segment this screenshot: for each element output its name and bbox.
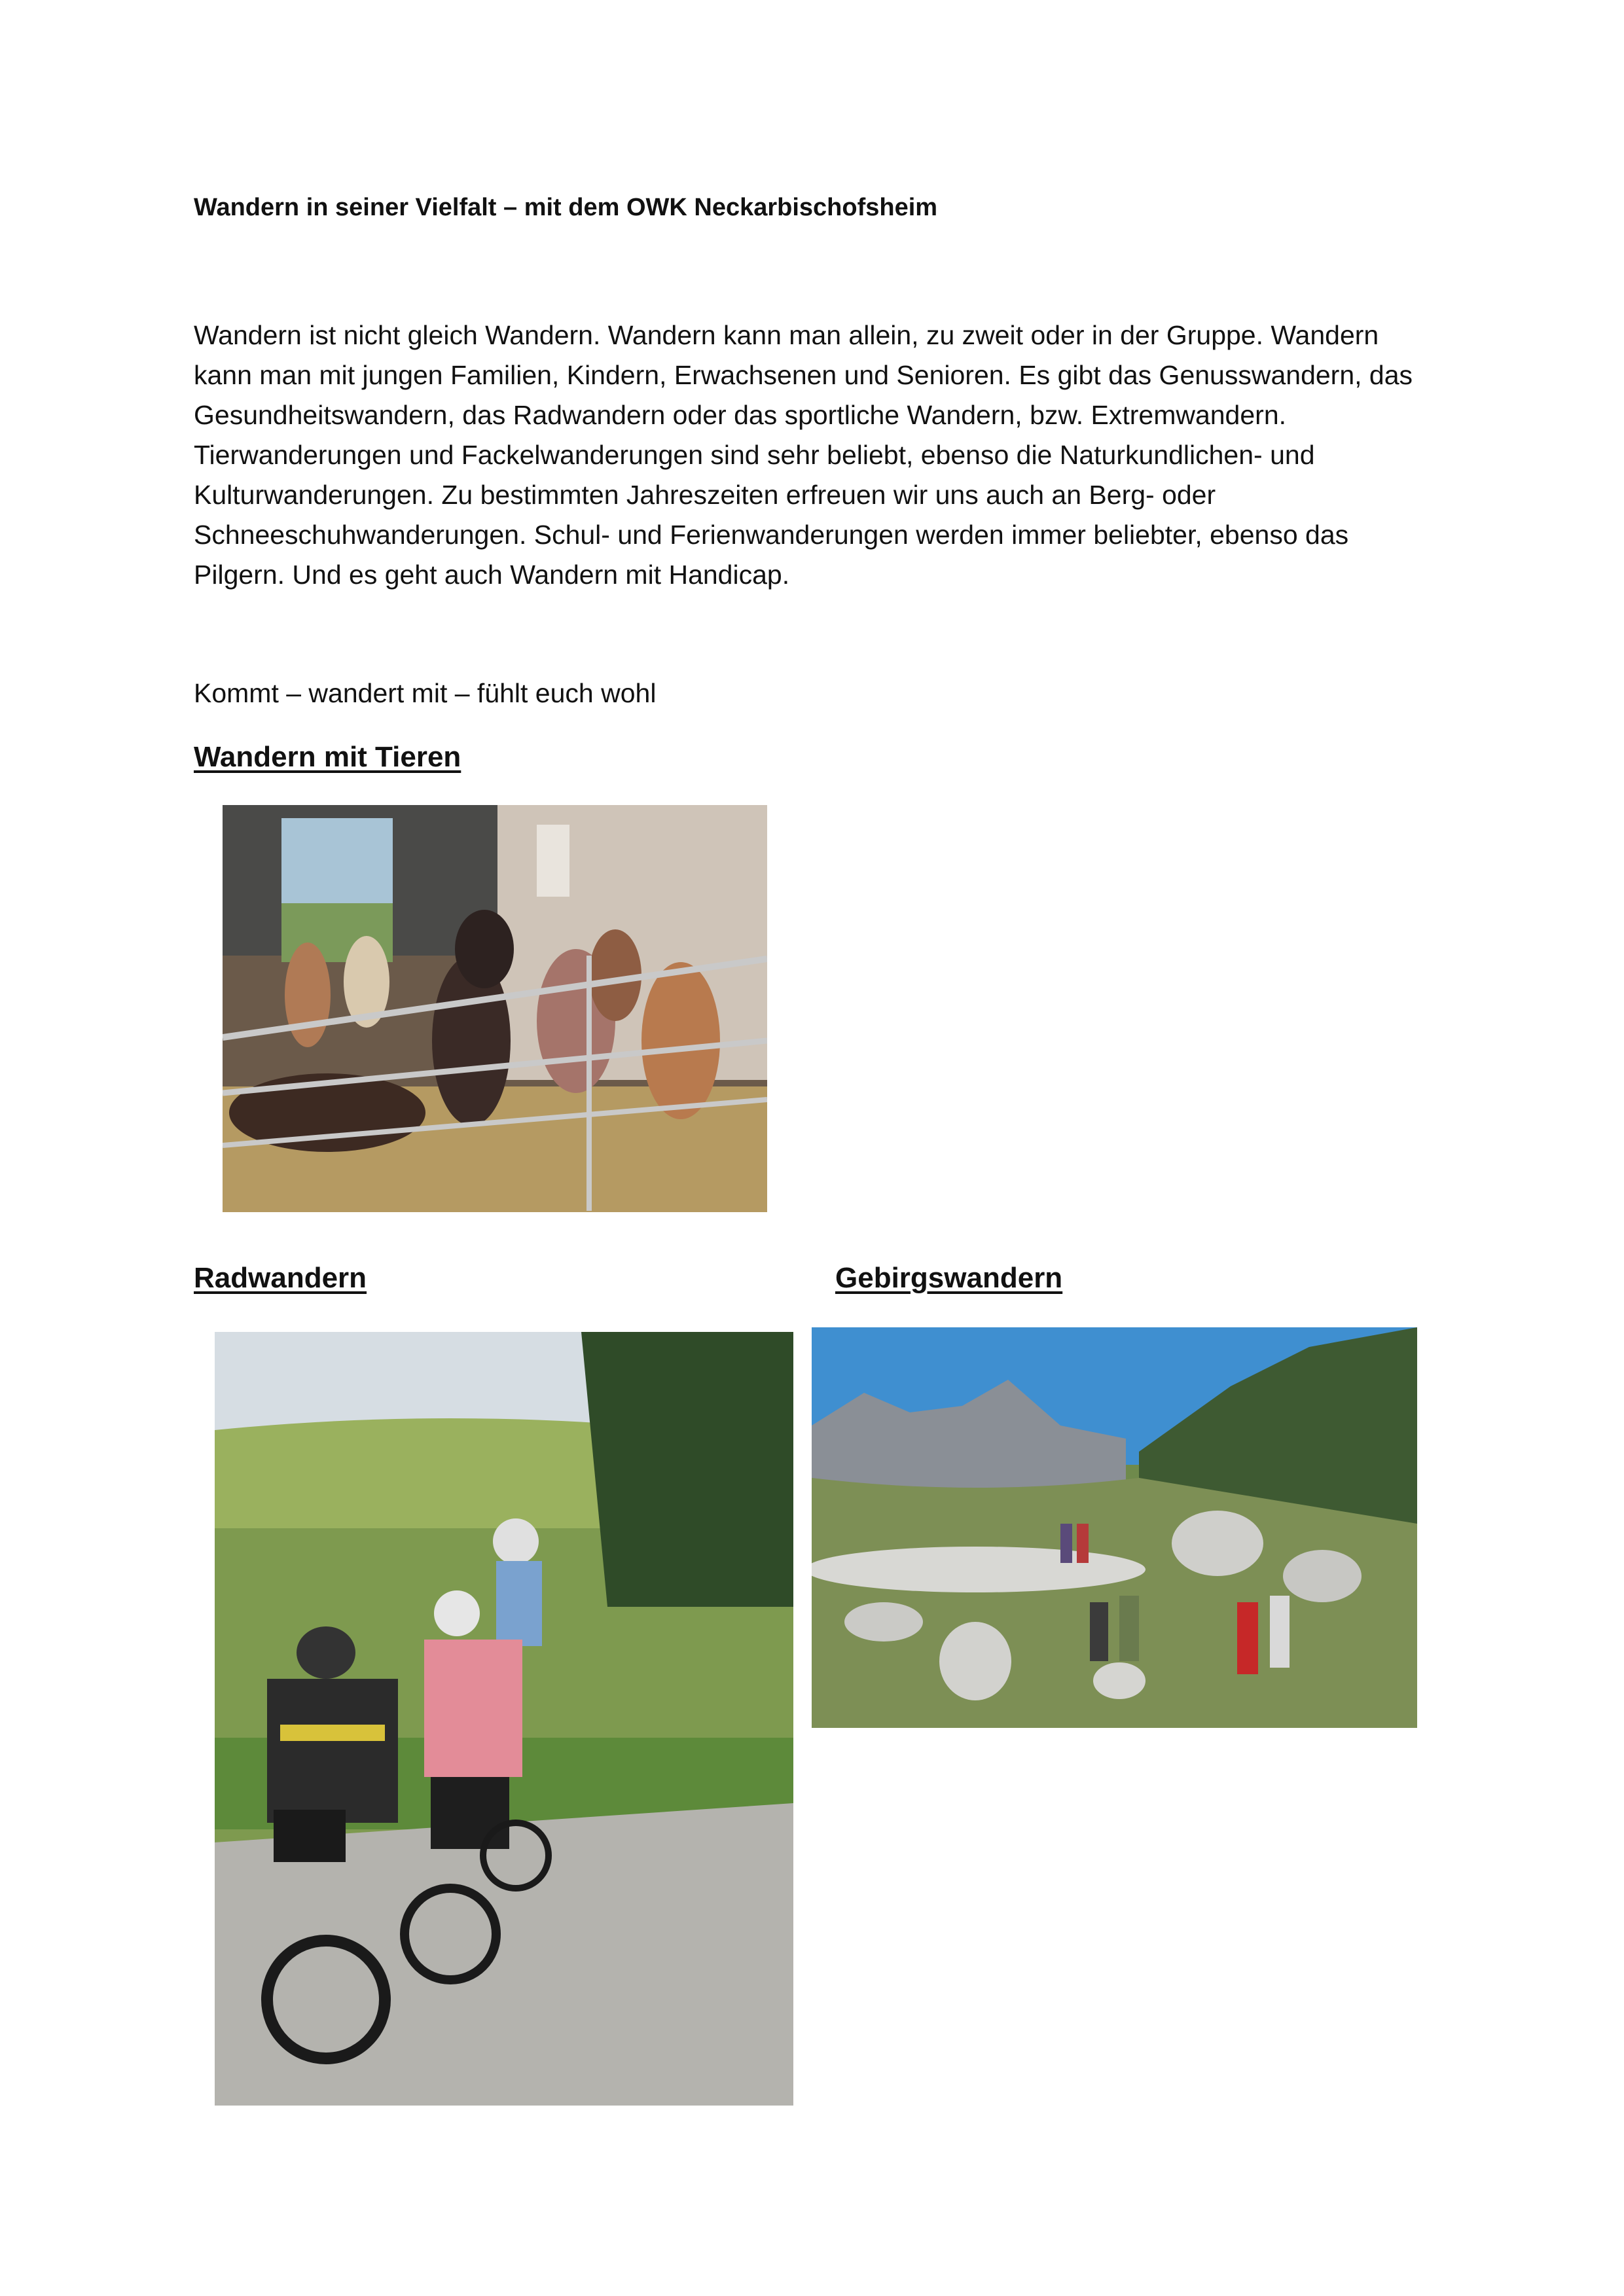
intro-line: Gesundheitswandern, das Radwandern oder das sportliche Wandern, bzw. Extremwandern. [194,400,1287,430]
heading-cycling: Radwandern [194,1262,367,1294]
heading-mountain: Gebirgswandern [835,1262,1063,1294]
page-title: Wandern in seiner Vielfalt – mit dem OWK Neckarbischofsheim [194,194,938,221]
photo-alpacas [223,805,767,1212]
intro-line: Pilgern. Und es geht auch Wandern mit Handicap. [194,560,790,590]
heading-animals: Wandern mit Tieren [194,741,461,773]
intro-paragraph [194,315,1451,595]
motto-text: Kommt – wandert mit – fühlt euch wohl [194,678,657,708]
photo-cyclists [215,1332,793,2106]
intro-line: Wandern ist nicht gleich Wandern. Wandern kann man allein, zu zweit oder in der Gruppe. Wandern [194,320,1379,350]
intro-line: kann man mit jungen Familien, Kindern, Erwachsenen und Senioren. Es gibt das Genusswandern, das [194,360,1413,390]
intro-line: Tierwanderungen und Fackelwanderungen sind sehr beliebt, ebenso die Naturkundlichen- und [194,440,1315,470]
photo-mountain-hikers [812,1327,1417,1728]
intro-line: Schneeschuhwanderungen. Schul- und Ferienwanderungen werden immer beliebter, ebenso das [194,520,1349,550]
intro-line: Kulturwanderungen. Zu bestimmten Jahreszeiten erfreuen wir uns auch an Berg- oder [194,480,1216,510]
